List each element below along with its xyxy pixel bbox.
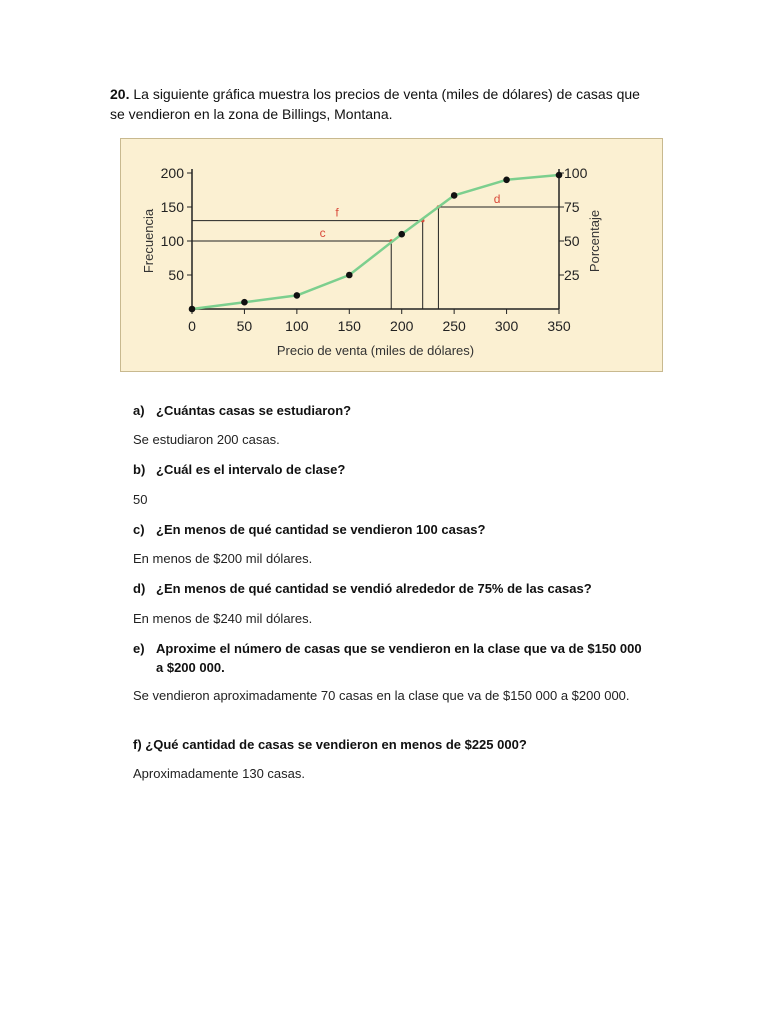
question-f	[133, 735, 653, 754]
y-axis-title: Frecuencia	[141, 208, 156, 274]
question-label: e)	[133, 641, 145, 656]
answer-c: En menos de $200 mil dólares.	[133, 551, 313, 566]
x-axis-title: Precio de venta (miles de dólares)	[276, 343, 475, 358]
y-tick-label: 50	[168, 267, 184, 283]
annotation-label: d	[493, 192, 501, 206]
x-tick-label: 200	[390, 318, 414, 334]
data-point	[241, 299, 248, 306]
data-point	[451, 192, 458, 199]
x-tick-label: 100	[285, 318, 309, 334]
data-point	[189, 306, 196, 313]
question-d	[133, 579, 653, 598]
question-a	[133, 401, 653, 420]
answer-d: En menos de $240 mil dólares.	[133, 611, 313, 626]
question-label: d)	[133, 581, 146, 596]
problem-text-line2: se vendieron en la zona de Billings, Montana.	[110, 106, 393, 122]
y-right-axis-title: Porcentaje	[587, 209, 602, 273]
answer-a: Se estudiaron 200 casas.	[133, 432, 280, 447]
data-point	[346, 272, 353, 279]
question-text: f) ¿Qué cantidad de casas se vendieron en menos de $225 000?	[133, 737, 527, 752]
y-right-tick-label: 100	[564, 165, 588, 181]
question-e	[133, 639, 653, 677]
x-tick-label: 50	[236, 318, 253, 334]
x-tick-label: 150	[337, 318, 361, 334]
problem-number: 20.	[110, 86, 130, 102]
question-text: ¿Cuántas casas se estudiaron?	[156, 403, 352, 418]
y-right-tick-label: 50	[564, 233, 580, 249]
question-b	[133, 460, 653, 479]
question-text: ¿En menos de qué cantidad se vendieron 100 casas?	[156, 522, 486, 537]
chart-svg	[121, 139, 662, 371]
answer-b: 50	[133, 492, 148, 507]
x-tick-label: 300	[494, 318, 519, 334]
y-tick-label: 200	[160, 165, 184, 181]
annotation-label: c	[319, 226, 326, 240]
ogive-chart	[120, 138, 663, 372]
x-tick-label: 0	[188, 318, 196, 334]
question-text: Aproxime el número de casas que se vendieron en la clase que va de $150 000 a $200 000.	[156, 641, 642, 675]
data-point	[556, 172, 563, 179]
question-label: a)	[133, 403, 145, 418]
data-point	[398, 231, 405, 238]
problem-statement	[110, 84, 670, 124]
question-label: b)	[133, 462, 146, 477]
question-c	[133, 520, 653, 539]
data-point	[503, 177, 510, 184]
question-text: ¿En menos de qué cantidad se vendió alrededor de 75% de las casas?	[156, 581, 592, 596]
answer-f: Aproximadamente 130 casas.	[133, 766, 305, 781]
data-point	[294, 292, 301, 299]
x-tick-label: 350	[547, 318, 571, 334]
y-tick-label: 150	[160, 199, 184, 215]
answer-e: Se vendieron aproximadamente 70 casas en la clase que va de $150 000 a $200 000.	[133, 688, 630, 703]
problem-text-line1: La siguiente gráfica muestra los precios de venta (miles de dólares) de casas que	[133, 86, 640, 102]
y-right-tick-label: 25	[564, 267, 580, 283]
ogive-line	[192, 175, 559, 309]
annotation-label: f	[335, 205, 339, 220]
question-text: ¿Cuál es el intervalo de clase?	[156, 462, 346, 477]
y-tick-label: 100	[160, 233, 184, 249]
y-right-tick-label: 75	[564, 199, 580, 215]
question-label: c)	[133, 522, 145, 537]
x-tick-label: 250	[442, 318, 466, 334]
